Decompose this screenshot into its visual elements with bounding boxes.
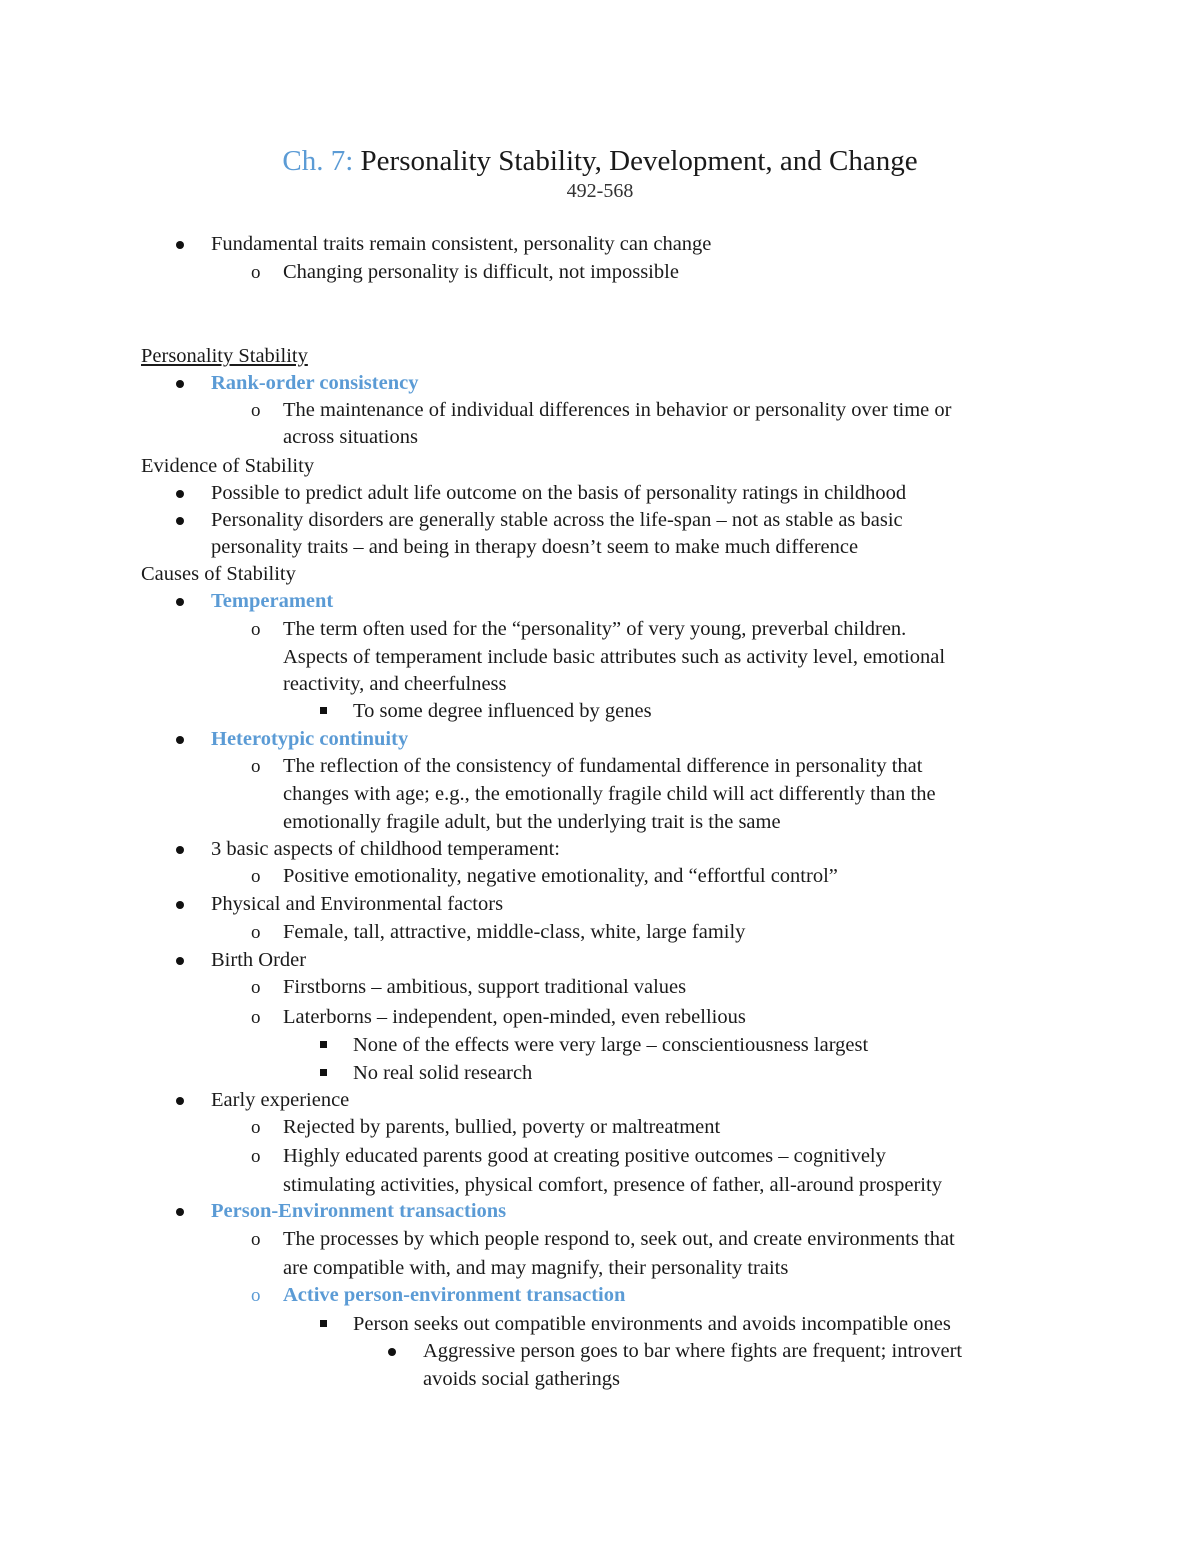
intro-sub-text: Changing personality is difficult, not impossible xyxy=(283,261,679,283)
sub-point: Person seeks out compatible environments and avoids incompatible ones xyxy=(353,1313,951,1335)
bullet-icon xyxy=(176,1208,184,1216)
bullet-icon xyxy=(176,846,184,854)
circle-bullet-icon: o xyxy=(251,1007,261,1028)
definition-line: The maintenance of individual differences in behavior or personality over time or xyxy=(283,399,952,421)
square-bullet-icon xyxy=(320,1320,327,1327)
chapter-name: Personality Stability, Development, and Change xyxy=(353,145,918,177)
circle-bullet-icon: o xyxy=(251,1146,261,1167)
circle-bullet-icon: o xyxy=(251,400,261,421)
term-active-transaction: Active person-environment transaction xyxy=(283,1284,626,1306)
circle-bullet-icon: o xyxy=(251,619,261,640)
bullet-icon xyxy=(176,957,184,965)
sub-item: Laterborns – independent, open-minded, even rebellious xyxy=(283,1006,746,1028)
term-heterotypic: Heterotypic continuity xyxy=(211,728,409,750)
intro-bullet-text: Fundamental traits remain consistent, personality can change xyxy=(211,233,712,255)
example-line: Aggressive person goes to bar where fights are frequent; introvert xyxy=(423,1340,963,1362)
bullet-icon xyxy=(388,1348,396,1356)
circle-bullet-icon: o xyxy=(251,1229,261,1250)
term-temperament: Temperament xyxy=(211,590,334,612)
bullet-icon xyxy=(176,241,184,249)
evidence-item: Possible to predict adult life outcome on the basis of personality ratings in childhood xyxy=(211,482,907,504)
bullet-icon xyxy=(176,380,184,388)
square-bullet-icon xyxy=(320,1041,327,1048)
example-line: avoids social gatherings xyxy=(423,1368,620,1390)
sub-point: To some degree influenced by genes xyxy=(353,700,652,722)
bullet-icon xyxy=(176,901,184,909)
sub-item: Rejected by parents, bullied, poverty or maltreatment xyxy=(283,1116,721,1138)
evidence-item-cont: personality traits – and being in therapy doesn’t seem to make much difference xyxy=(211,536,859,558)
sub-item: Positive emotionality, negative emotionality, and “effortful control” xyxy=(283,865,838,887)
square-bullet-icon xyxy=(320,1069,327,1076)
circle-bullet-icon: o xyxy=(251,262,261,283)
circle-bullet-icon: o xyxy=(251,756,261,777)
circle-bullet-icon: o xyxy=(251,1285,261,1306)
term-rank-order: Rank-order consistency xyxy=(211,372,419,394)
bullet-icon xyxy=(176,736,184,744)
circle-bullet-icon: o xyxy=(251,977,261,998)
square-bullet-icon xyxy=(320,707,327,714)
sub-item: Highly educated parents good at creating positive outcomes – cognitively xyxy=(283,1145,886,1167)
definition-line: Aspects of temperament include basic attributes such as activity level, emotional xyxy=(283,646,946,668)
page-range: 492-568 xyxy=(566,180,634,202)
list-item: Early experience xyxy=(211,1089,350,1111)
section-heading-evidence: Evidence of Stability xyxy=(141,455,315,477)
sub-item-cont: stimulating activities, physical comfort, presence of father, all-around prosperity xyxy=(283,1174,942,1196)
list-item: 3 basic aspects of childhood temperament: xyxy=(211,838,560,860)
bullet-icon xyxy=(176,490,184,498)
bullet-icon xyxy=(176,517,184,525)
definition-line: The term often used for the “personality” of very young, preverbal children. xyxy=(283,618,907,640)
definition-line: across situations xyxy=(283,426,418,448)
bullet-icon xyxy=(176,598,184,606)
definition-line: The reflection of the consistency of fundamental difference in personality that xyxy=(283,755,923,777)
definition-line: The processes by which people respond to, seek out, and create environments that xyxy=(283,1228,955,1250)
section-heading-stability: Personality Stability xyxy=(141,345,308,367)
section-heading-causes: Causes of Stability xyxy=(141,563,296,585)
circle-bullet-icon: o xyxy=(251,866,261,887)
circle-bullet-icon: o xyxy=(251,922,261,943)
sub-item: Female, tall, attractive, middle-class, white, large family xyxy=(283,921,746,943)
list-item: Birth Order xyxy=(211,949,307,971)
chapter-number: Ch. 7: xyxy=(282,145,354,177)
term-person-environment: Person-Environment transactions xyxy=(211,1200,507,1222)
chapter-title xyxy=(0,142,1200,180)
definition-line: reactivity, and cheerfulness xyxy=(283,673,507,695)
sub-point: None of the effects were very large – conscientiousness largest xyxy=(353,1034,869,1056)
evidence-item: Personality disorders are generally stable across the life-span – not as stable as basic xyxy=(211,509,903,531)
sub-point: No real solid research xyxy=(353,1062,533,1084)
bullet-icon xyxy=(176,1097,184,1105)
definition-line: changes with age; e.g., the emotionally fragile child will act differently than the xyxy=(283,783,936,805)
sub-item: Firstborns – ambitious, support traditional values xyxy=(283,976,687,998)
circle-bullet-icon: o xyxy=(251,1117,261,1138)
list-item: Physical and Environmental factors xyxy=(211,893,504,915)
definition-line: are compatible with, and may magnify, their personality traits xyxy=(283,1257,789,1279)
definition-line: emotionally fragile adult, but the underlying trait is the same xyxy=(283,811,781,833)
